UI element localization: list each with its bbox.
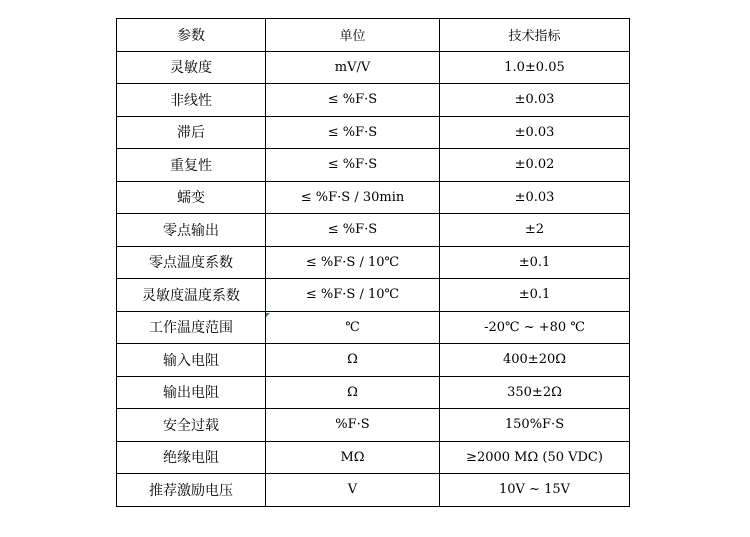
unit-cell: Ω	[266, 344, 440, 377]
header-unit: 单位	[266, 19, 440, 52]
spec-cell: 400±20Ω	[440, 344, 630, 377]
unit-cell: %F·S	[266, 409, 440, 442]
param-cell: 灵敏度	[117, 51, 266, 84]
spec-cell: ±0.03	[440, 116, 630, 149]
spec-cell: 1.0±0.05	[440, 51, 630, 84]
spec-cell: 350±2Ω	[440, 376, 630, 409]
header-param: 参数	[117, 19, 266, 52]
spec-cell: 10V ~ 15V	[440, 474, 630, 507]
table-row	[117, 474, 630, 507]
param-cell: 输出电阻	[117, 376, 266, 409]
spec-cell: ±0.1	[440, 279, 630, 312]
table-row	[117, 181, 630, 214]
unit-cell: mV/V	[266, 51, 440, 84]
param-cell: 安全过载	[117, 409, 266, 442]
spec-cell: 150%F·S	[440, 409, 630, 442]
param-cell: 输入电阻	[117, 344, 266, 377]
param-cell: 非线性	[117, 84, 266, 117]
param-cell: 工作温度范围	[117, 311, 266, 344]
unit-cell: MΩ	[266, 441, 440, 474]
param-cell: 零点输出	[117, 214, 266, 247]
table-row	[117, 149, 630, 182]
unit-cell: ≤ %F·S	[266, 149, 440, 182]
table-row	[117, 246, 630, 279]
spec-cell: ±0.1	[440, 246, 630, 279]
param-cell: 推荐激励电压	[117, 474, 266, 507]
param-cell: 滞后	[117, 116, 266, 149]
unit-cell: ≤ %F·S	[266, 214, 440, 247]
param-cell: 蠕变	[117, 181, 266, 214]
unit-cell: Ω	[266, 376, 440, 409]
spec-cell: ±0.03	[440, 84, 630, 117]
table-header-row	[117, 19, 630, 52]
param-cell: 灵敏度温度系数	[117, 279, 266, 312]
spec-cell: ±0.02	[440, 149, 630, 182]
param-cell: 重复性	[117, 149, 266, 182]
table-row	[117, 116, 630, 149]
unit-cell: ℃	[266, 311, 440, 344]
header-spec: 技术指标	[440, 19, 630, 52]
unit-cell: ≤ %F·S	[266, 84, 440, 117]
param-cell: 绝缘电阻	[117, 441, 266, 474]
unit-cell: ≤ %F·S	[266, 116, 440, 149]
table-row	[117, 409, 630, 442]
spec-table	[116, 18, 630, 507]
cell-marker	[266, 313, 270, 317]
spec-cell: ±0.03	[440, 181, 630, 214]
unit-cell: ≤ %F·S / 30min	[266, 181, 440, 214]
spec-cell: ±2	[440, 214, 630, 247]
param-cell: 零点温度系数	[117, 246, 266, 279]
unit-cell: V	[266, 474, 440, 507]
table-row	[117, 441, 630, 474]
spec-cell: -20℃ ~ +80 ℃	[440, 311, 630, 344]
table-row	[117, 311, 630, 344]
spec-cell: ≥2000 MΩ (50 VDC)	[440, 441, 630, 474]
table-row	[117, 51, 630, 84]
table-row	[117, 84, 630, 117]
table-row	[117, 279, 630, 312]
unit-cell: ≤ %F·S / 10℃	[266, 279, 440, 312]
unit-cell: ≤ %F·S / 10℃	[266, 246, 440, 279]
table-row	[117, 214, 630, 247]
table-row	[117, 344, 630, 377]
table-row	[117, 376, 630, 409]
